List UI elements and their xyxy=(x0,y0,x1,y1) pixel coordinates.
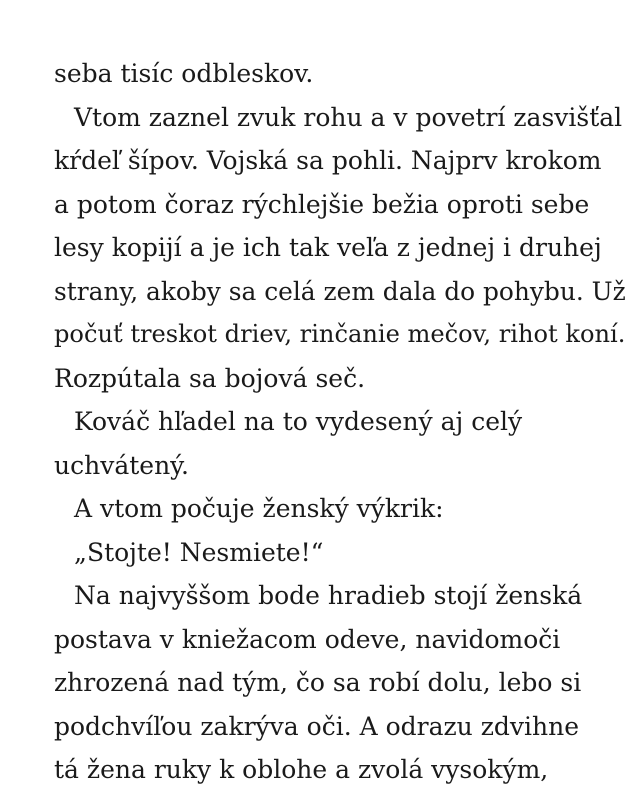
page-text xyxy=(54,52,626,792)
text-line: postava v kniežacom odeve, navidomoči xyxy=(54,624,561,654)
text-line: lesy kopijí a je ich tak veľa z jednej i druhej xyxy=(54,233,602,262)
text-line: počuť treskot driev, rinčanie mečov, rihot koní. xyxy=(54,320,626,348)
text-line: tá žena ruky k oblohe a zvolá vysokým, xyxy=(54,755,549,784)
text-line: Vtom zaznel zvuk rohu a v povetrí zasvišťal xyxy=(74,102,623,132)
text-line: „Stojte! Nesmiete!“ xyxy=(74,537,324,567)
text-line: a potom čoraz rýchlejšie bežia oproti sebe xyxy=(54,189,590,219)
text-line: uchvátený. xyxy=(54,450,189,480)
text-line: A vtom počuje ženský výkrik: xyxy=(74,494,444,523)
text-line: zhrozená nad tým, čo sa robí dolu, lebo si xyxy=(54,668,582,697)
text-line: kŕdeľ šípov. Vojská sa pohli. Najprv krokom xyxy=(54,146,602,175)
text-line: podchvíľou zakrýva oči. A odrazu zdvihne xyxy=(54,711,580,741)
text-line: seba tisíc odbleskov. xyxy=(54,59,314,88)
text-line: Na najvyššom bode hradieb stojí ženská xyxy=(74,581,583,610)
text-line: strany, akoby sa celá zem dala do pohybu. Už xyxy=(54,276,626,306)
text-line: Kováč hľadel na to vydesený aj celý xyxy=(74,407,523,436)
text-line: Rozpútala sa bojová seč. xyxy=(54,363,366,393)
